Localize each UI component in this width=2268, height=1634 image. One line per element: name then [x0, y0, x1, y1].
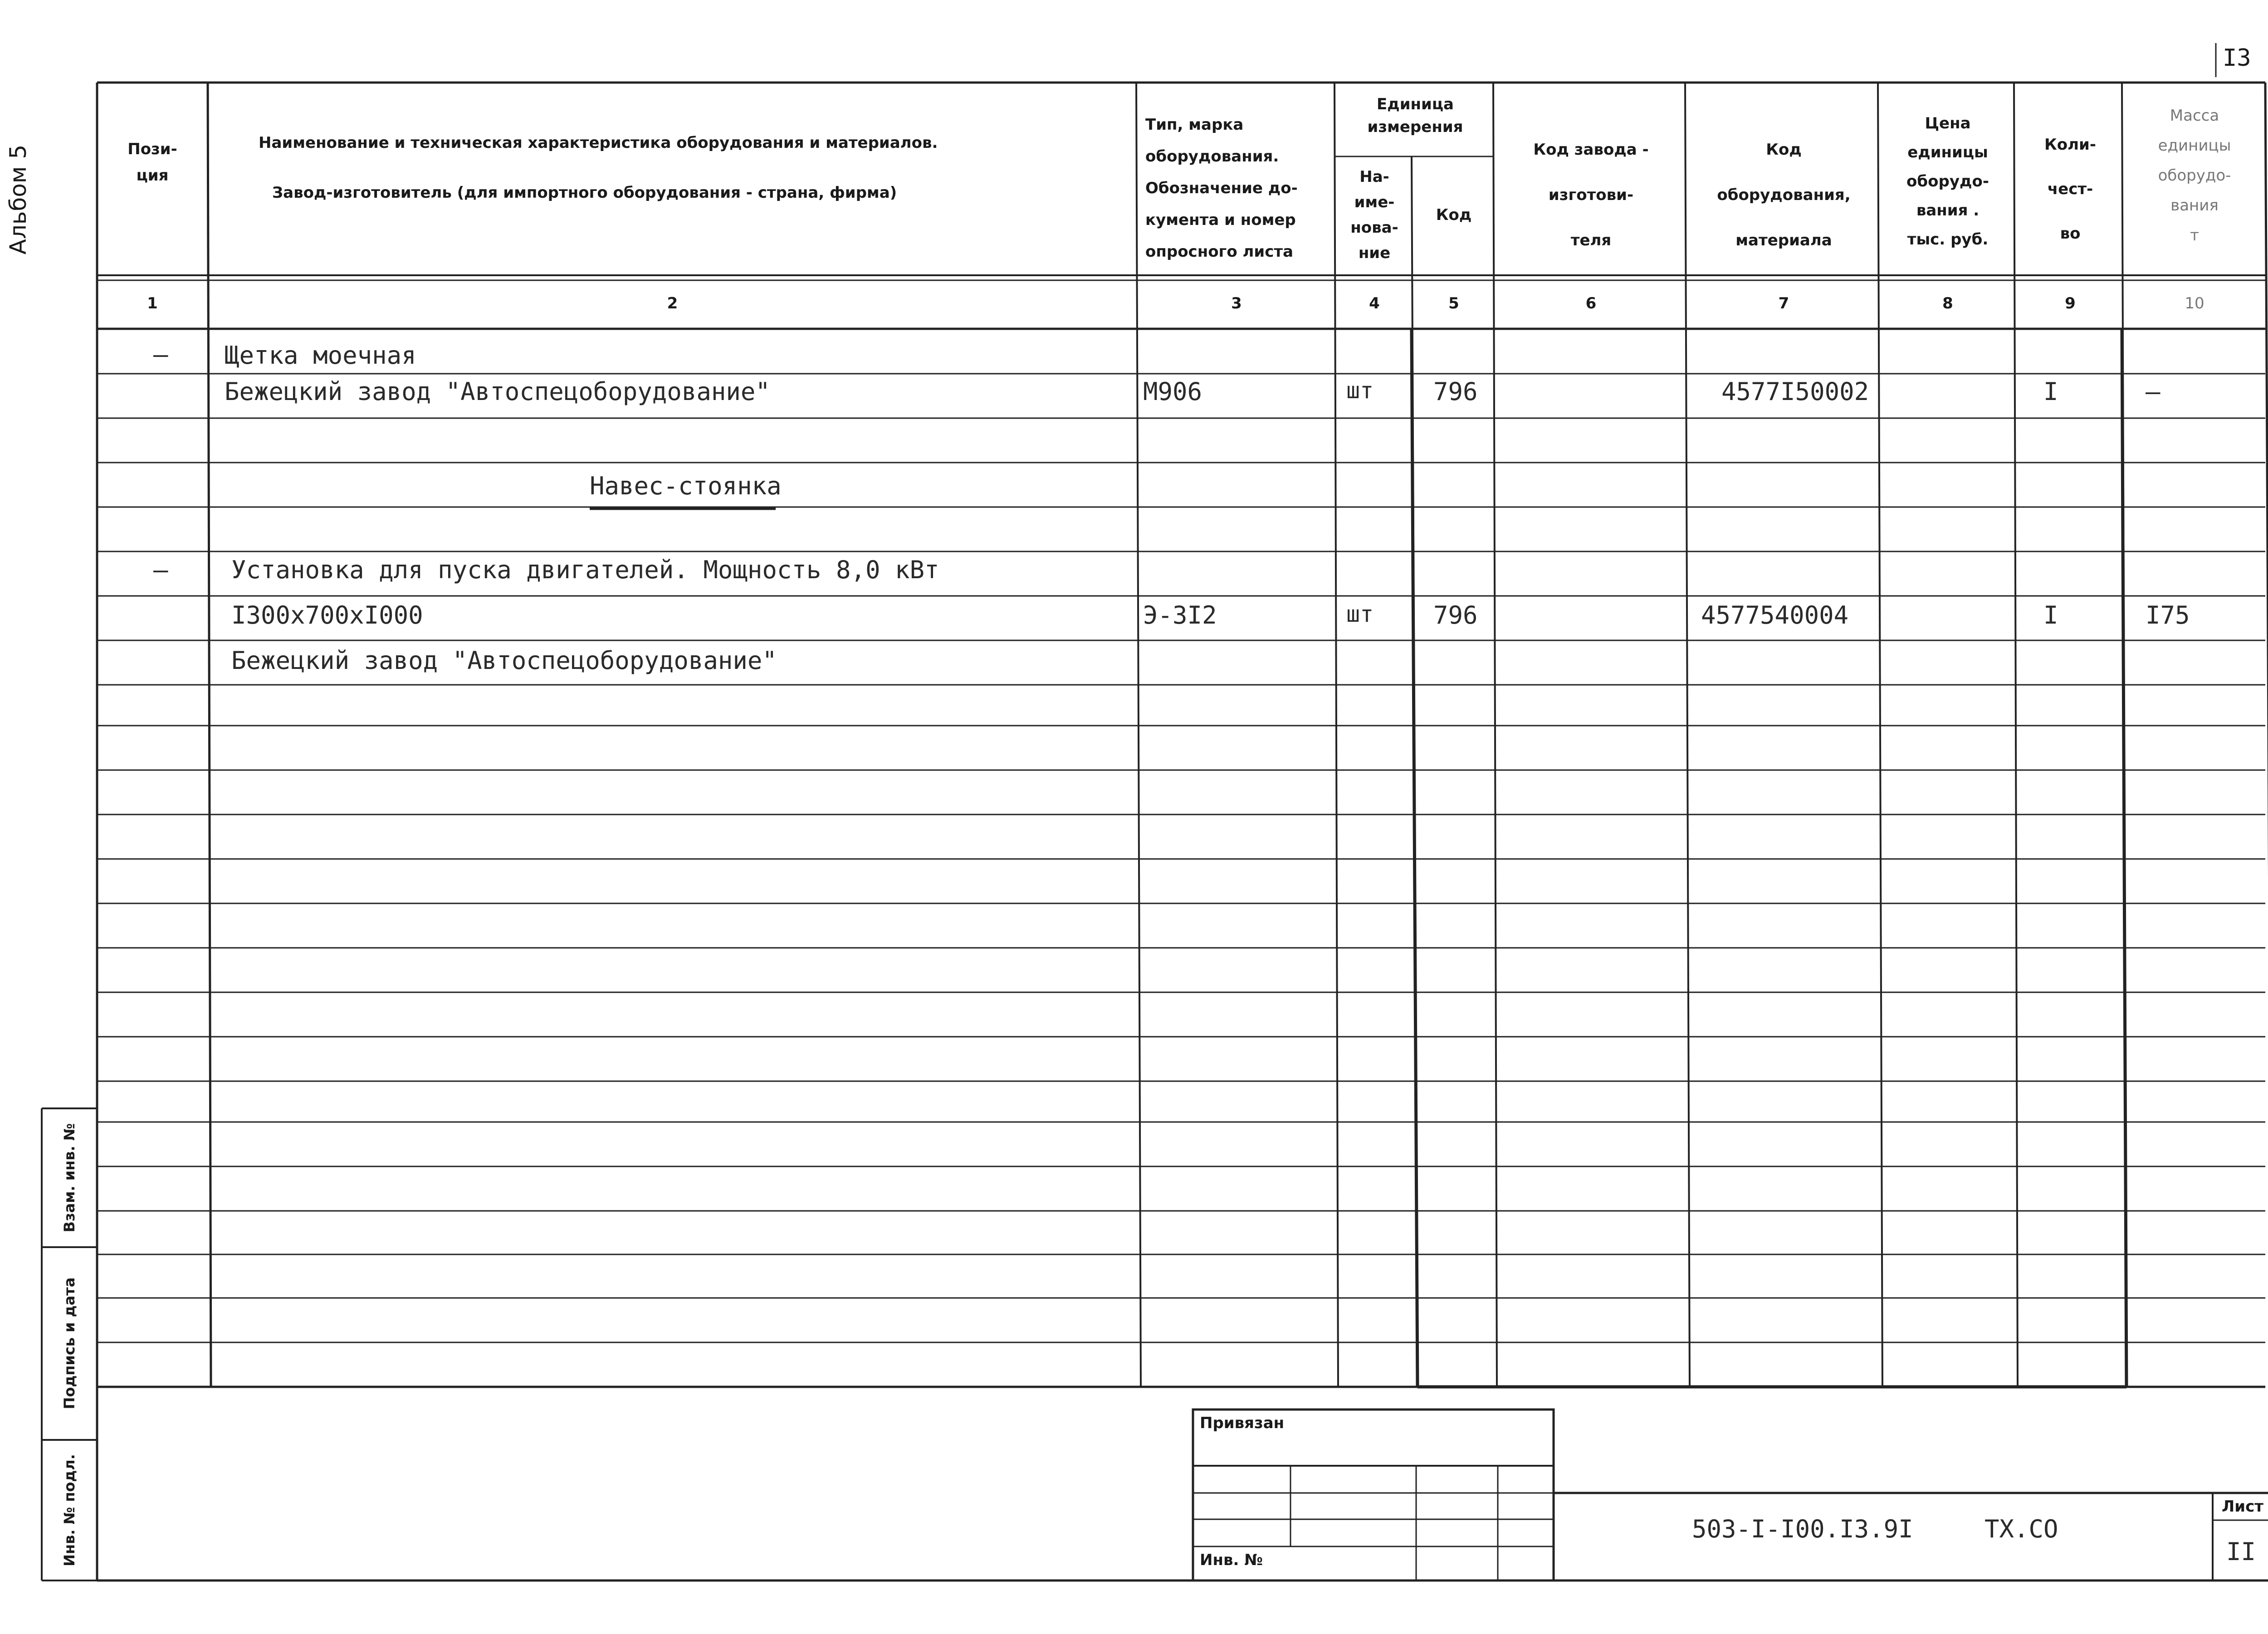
- colnum-9: 9: [2065, 294, 2076, 312]
- colnum-4: 4: [1369, 294, 1380, 312]
- side-label-podpis-data: Подпись и дата: [61, 1277, 78, 1410]
- row2-qty: I: [2043, 377, 2058, 406]
- row2-mass: –: [2146, 377, 2160, 406]
- colnum-7: 7: [1778, 294, 1789, 312]
- section-title: Навес-стоянка: [590, 472, 782, 500]
- side-label-inv-podl: Инв. № подл.: [61, 1454, 78, 1566]
- row5-mass: I75: [2146, 601, 2190, 629]
- side-label-vzam-inv: Взам. инв. №: [61, 1123, 78, 1233]
- row5-code: 796: [1433, 601, 1478, 629]
- colnum-10: 10: [2185, 294, 2204, 312]
- header-col8: Цена единицы оборудо- вания . тыс. руб.: [1906, 114, 1989, 249]
- colnum-3: 3: [1231, 294, 1242, 312]
- row5-equipment-code: 4577540004: [1701, 601, 1849, 629]
- colnum-8: 8: [1942, 294, 1953, 312]
- row1-pos: –: [153, 340, 168, 369]
- header-col4: На- име- нова- ние: [1350, 168, 1398, 262]
- header-col3: Тип, марка оборудования. Обозначение до- кумента и номер опросного листа: [1145, 116, 1298, 261]
- header-col5: Код: [1436, 206, 1472, 224]
- header-col10: Масса единицы оборудо- вания т: [2158, 107, 2231, 244]
- row6-name: Бежецкий завод "Автоспецоборудование": [231, 646, 777, 675]
- colnum-6: 6: [1585, 294, 1597, 312]
- row2-type: М906: [1143, 377, 1202, 406]
- row1-name: Щетка моечная: [225, 341, 416, 370]
- stamp-inv-no: Инв. №: [1200, 1551, 1263, 1569]
- header-col2-line1: Наименование и техническая характеристика оборудования и материалов.: [259, 134, 938, 152]
- header-col7: Код оборудования, материала: [1717, 141, 1851, 249]
- row2-equipment-code: 4577I50002: [1721, 377, 1869, 406]
- row5-unit: шт: [1346, 601, 1374, 627]
- sheet-label: Лист: [2222, 1497, 2263, 1516]
- row5-name: I300x700xI000: [231, 601, 423, 629]
- colnum-5: 5: [1448, 294, 1459, 312]
- row2-name: Бежецкий завод "Автоспецоборудование": [225, 377, 770, 406]
- page-number: I3: [2223, 44, 2251, 72]
- header-col6: Код завода - изготови- теля: [1533, 141, 1649, 249]
- doc-code: 503-I-I00.I3.9I: [1692, 1515, 1913, 1543]
- colnum-1: 1: [147, 294, 158, 312]
- row4-name: Установка для пуска двигателей. Мощность 8,0 кВт: [231, 556, 939, 584]
- row2-code: 796: [1433, 377, 1478, 406]
- doc-suffix: ТХ.СО: [1984, 1515, 2058, 1543]
- row4-pos: –: [153, 556, 168, 584]
- header-col1: Пози- ция: [127, 140, 177, 185]
- header-col9: Коли- чест- во: [2044, 136, 2096, 243]
- stamp-privyazan: Привязан: [1200, 1414, 1285, 1432]
- header-unit-group: Единица измерения: [1367, 95, 1463, 136]
- row5-qty: I: [2043, 601, 2058, 629]
- colnum-2: 2: [667, 294, 678, 312]
- row2-unit: шт: [1346, 377, 1374, 404]
- sheet-number: II: [2226, 1537, 2256, 1566]
- album-label: Альбом 5: [5, 144, 31, 255]
- header-col2-line2: Завод-изготовитель (для импортного оборудования - страна, фирма): [272, 184, 897, 202]
- row5-type: Э-3I2: [1143, 601, 1217, 629]
